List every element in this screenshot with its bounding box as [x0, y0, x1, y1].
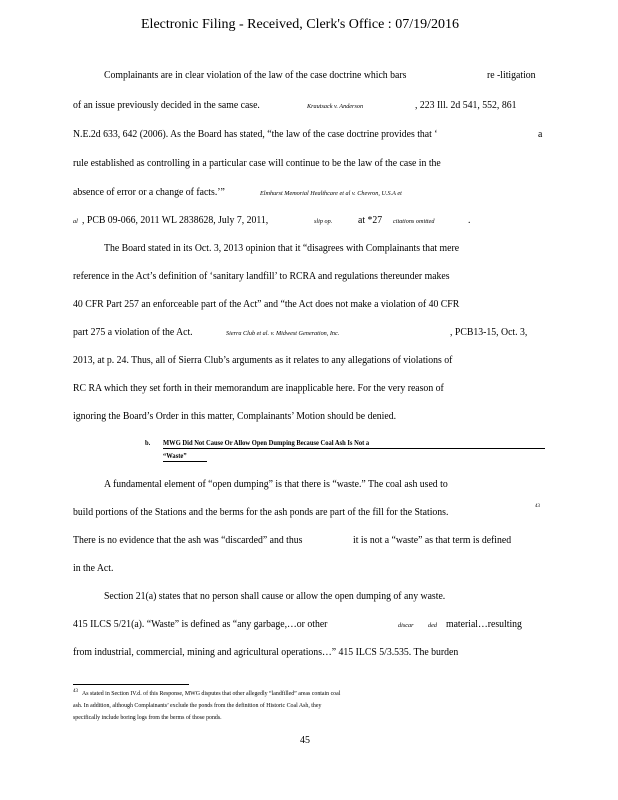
- p3-line3: There is no evidence that the ash was “discarded” and thus: [73, 535, 303, 546]
- p2-line4b: , PCB13-15, Oct. 3,: [450, 327, 528, 338]
- p2-line7: ignoring the Board’s Order in this matter, Complainants’ Motion should be denied.: [73, 411, 397, 422]
- case-name-sierra-club: Sierra Club et al. v. Midwest Generation, Inc.: [226, 330, 340, 337]
- p1-line3b: a: [538, 129, 543, 140]
- footnote-line1: As stated in Section IV.d. of this Response, MWG disputes that other allegedly “landfilled” areas contain coal: [82, 690, 341, 697]
- p4-line1: Section 21(a) states that no person shall cause or allow the open dumping of any waste.: [104, 591, 446, 602]
- slip-op: slip op.: [314, 218, 333, 225]
- p1-line3: N.E.2d 633, 642 (2006). As the Board has stated, “the law of the case doctrine provides that ‘: [73, 129, 438, 140]
- p1-line1b: re -litigation: [487, 70, 536, 81]
- case-name-elmhurst-al: al: [73, 218, 78, 225]
- heading-line1: MWG Did Not Cause Or Allow Open Dumping Because Coal Ash Is Not a: [163, 438, 370, 447]
- p4-line2b: material…resulting: [446, 619, 522, 630]
- p1-line4: rule established as controlling in a particular case will continue to be the law of the case in the: [73, 158, 441, 169]
- footnote-line2: ash. In addition, although Complainants’ exclude the ponds from the definition of Historic Coal Ash, they: [73, 702, 322, 709]
- p1-line5: absence of error or a change of facts.’”: [73, 187, 225, 198]
- p1-line2b: , 223 Ill. 2d 541, 552, 861: [415, 100, 517, 111]
- case-name-krautsack: Krautsack v. Anderson: [307, 103, 364, 110]
- p4-line2: 415 ILCS 5/21(a). “Waste” is defined as “any garbage,…or other: [73, 619, 328, 630]
- p2-line5: 2013, at p. 24. Thus, all of Sierra Club’s arguments as it relates to any allegations of violations of: [73, 355, 453, 366]
- p1-line2: of an issue previously decided in the same case.: [73, 100, 260, 111]
- p2-line1: The Board stated in its Oct. 3, 2013 opinion that it “disagrees with Complainants that mere: [104, 243, 460, 254]
- footnote-number: 43: [73, 689, 78, 694]
- p1-line6: , PCB 09-066, 2011 WL 2838628, July 7, 2011,: [82, 215, 269, 226]
- heading-number: b.: [145, 438, 151, 447]
- p3-line3b: it is not a “waste” as that term is defined: [353, 535, 512, 546]
- case-name-elmhurst: Elmhurst Memorial Healthcare et al v. Chevron, U.S.A et: [260, 190, 402, 197]
- citations-omitted: citations omitted: [393, 218, 435, 225]
- p4-line3: from industrial, commercial, mining and agricultural operations…” 415 ILCS 5/3.535. The burden: [73, 647, 459, 658]
- p3-line2: build portions of the Stations and the berms for the ash ponds are part of the fill for the Stations.: [73, 507, 449, 518]
- p3-line1: A fundamental element of “open dumping” is that there is “waste.” The coal ash used to: [104, 479, 448, 490]
- heading-underline-1: [163, 448, 545, 449]
- p1-line6c: at *27: [358, 215, 383, 226]
- p1-line6d: .: [468, 215, 471, 226]
- p2-line4: part 275 a violation of the Act.: [73, 327, 193, 338]
- heading-line2: “Waste”: [163, 451, 187, 460]
- word-discar: discar: [398, 622, 414, 629]
- footnote-line3: specifically include boring logs from the berms of those ponds.: [73, 714, 222, 721]
- p2-line6: RC RA which they set forth in their memorandum are inapplicable here. For the very reason of: [73, 383, 444, 394]
- footnote-ref-43: 43: [535, 504, 540, 509]
- p3-line4: in the Act.: [73, 563, 114, 574]
- filing-stamp: Electronic Filing - Received, Clerk's Office : 07/19/2016: [141, 17, 459, 32]
- word-ded: ded: [428, 622, 437, 629]
- p1-line1: Complainants are in clear violation of the law of the case doctrine which bars: [104, 70, 407, 81]
- p2-line2: reference in the Act’s definition of ‘sanitary landfill’ to RCRA and regulations thereunder makes: [73, 271, 450, 282]
- heading-underline-2: [163, 461, 207, 462]
- page-number: 45: [300, 735, 310, 746]
- footnote-separator: [73, 684, 189, 685]
- p2-line3: 40 CFR Part 257 an enforceable part of the Act” and “the Act does not make a violation of 40 CFR: [73, 299, 460, 310]
